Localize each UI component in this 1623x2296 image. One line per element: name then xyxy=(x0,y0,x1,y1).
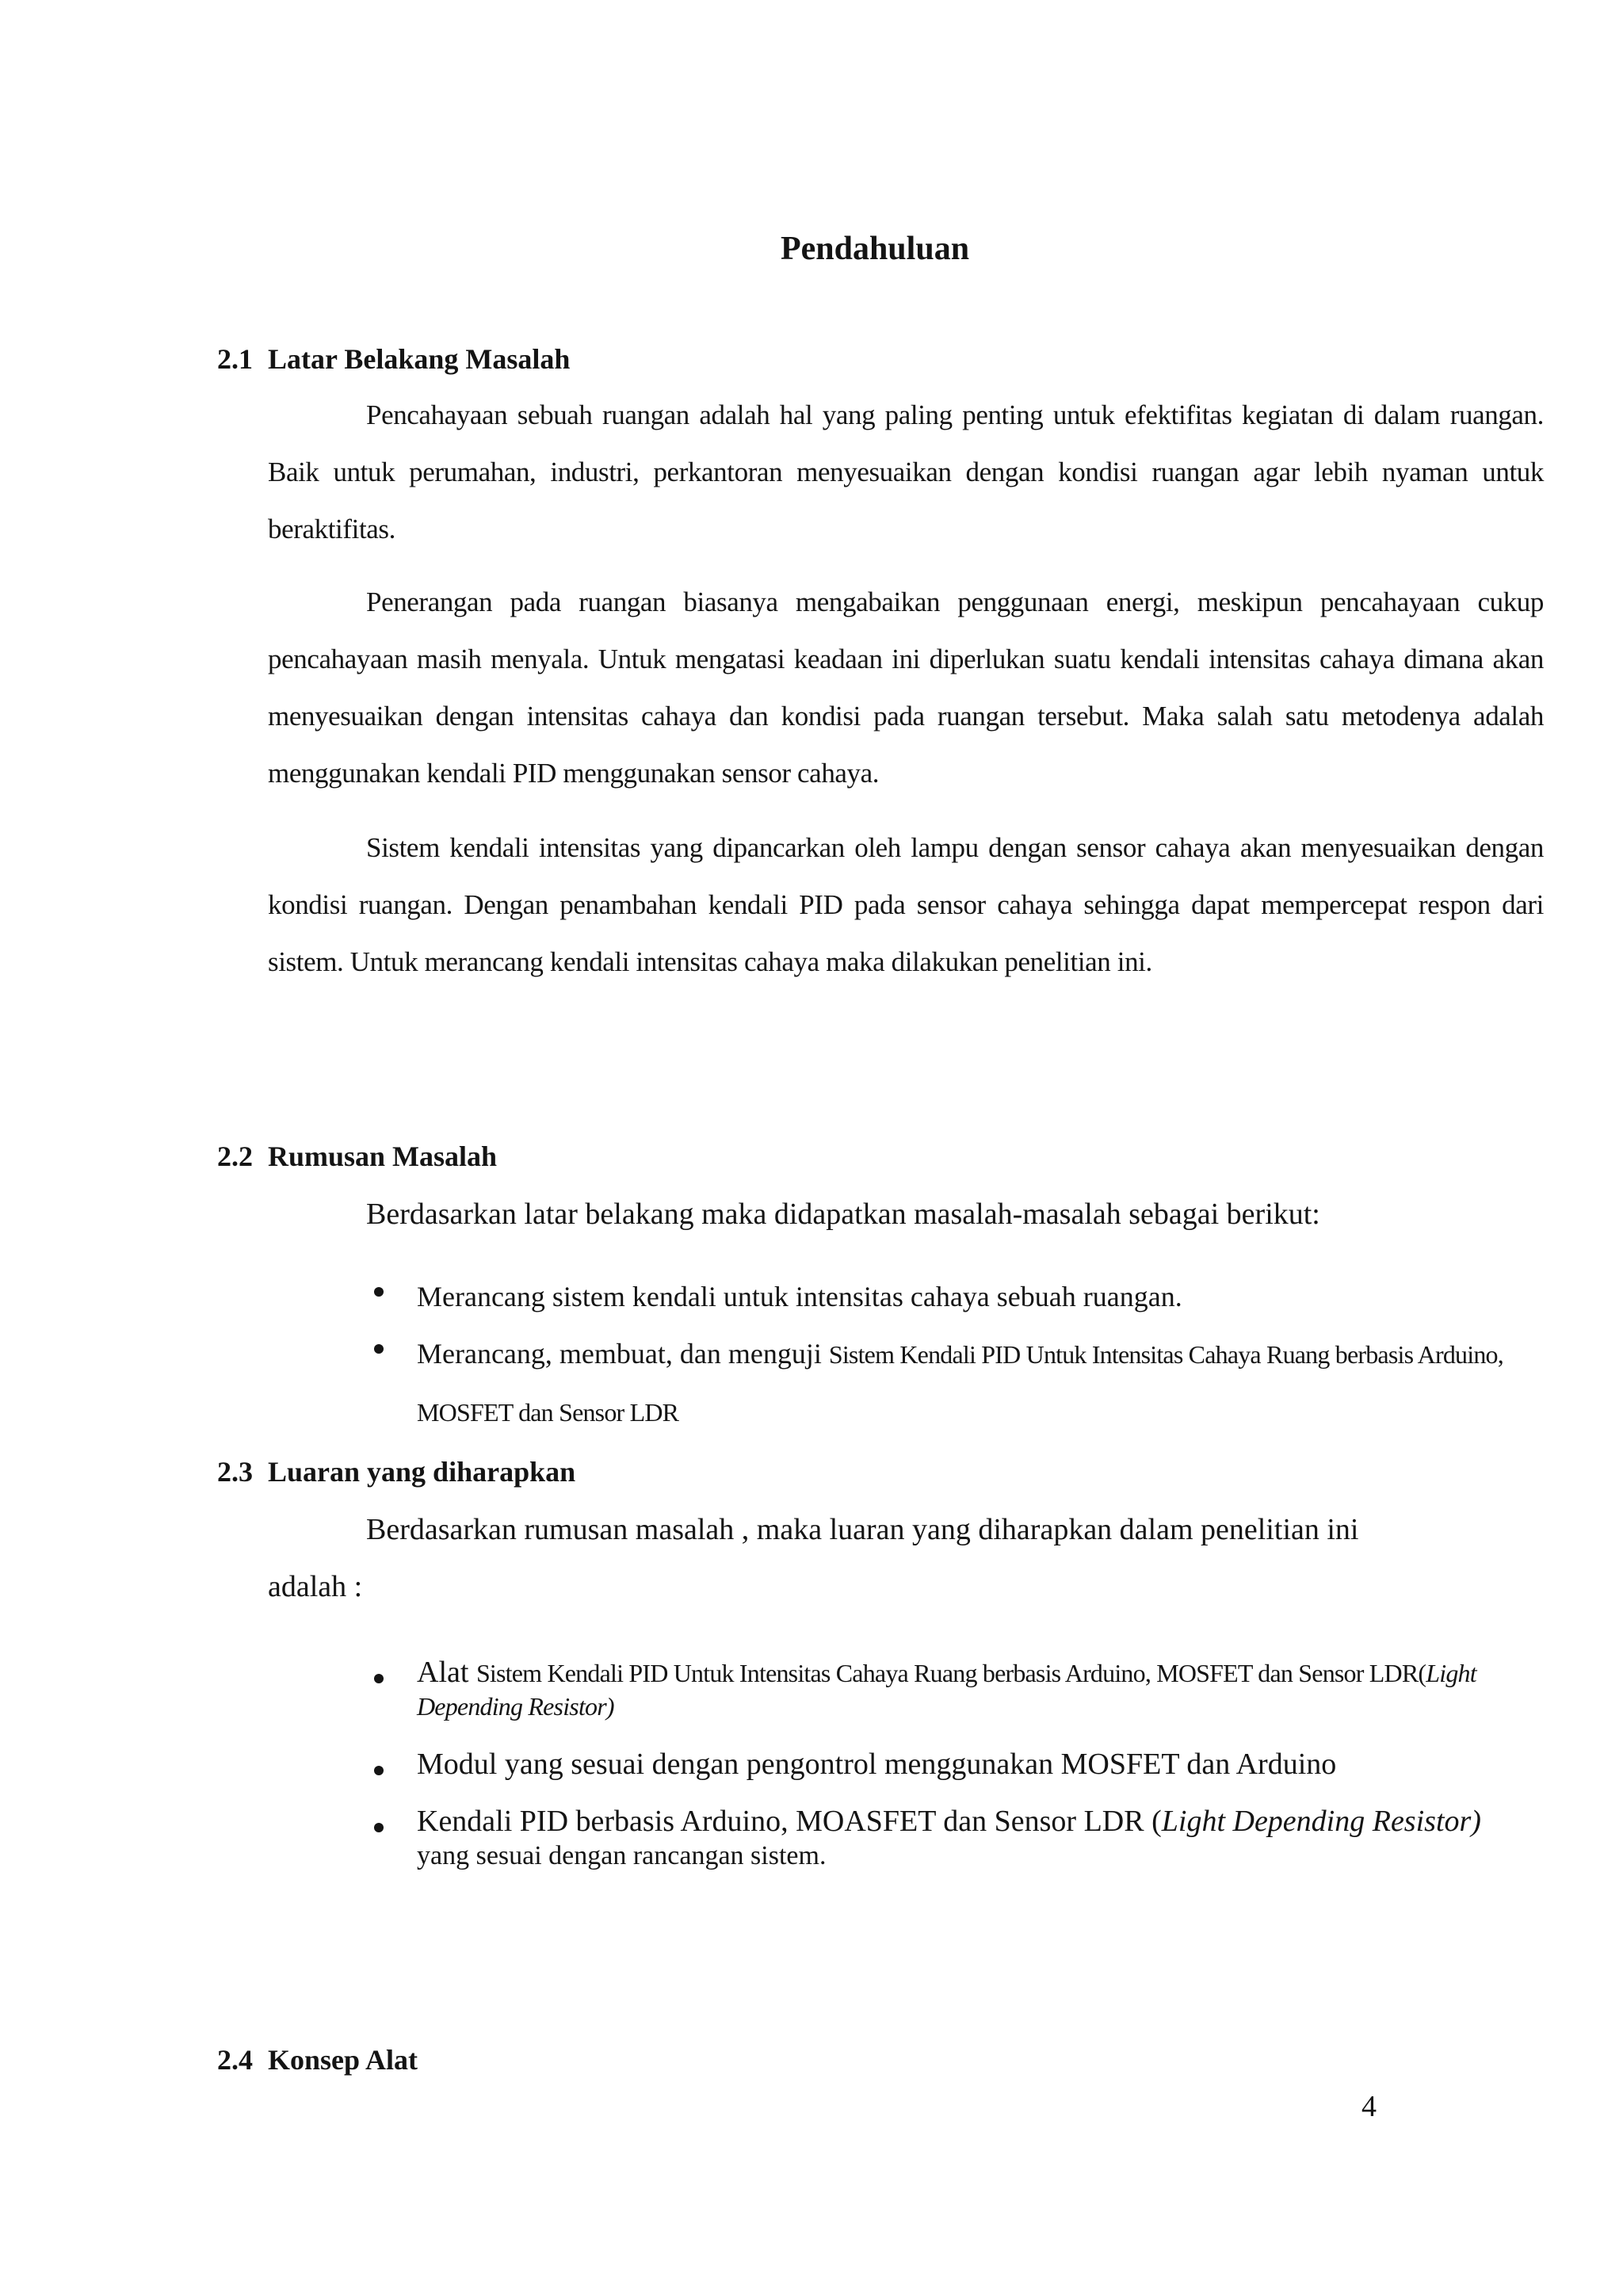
list-item-italic: Light Depending Resistor) xyxy=(1161,1805,1481,1838)
list-item-text: yang sesuai dengan rancangan sistem. xyxy=(417,1840,827,1870)
paragraph: Pencahayaan sebuah ruangan adalah hal yang paling penting untuk efektifitas kegiatan di dalam ruangan. Baik untuk perumahan, industri, perkantoran menyesuaikan dengan kondisi ruangan agar lebih nyaman untuk beraktifitas. xyxy=(268,399,1544,544)
output-list xyxy=(366,1655,1547,1721)
section-heading-2-3 xyxy=(217,1455,575,1488)
section-heading-2-2 xyxy=(217,1140,497,1173)
section-number: 2.1 xyxy=(217,343,253,375)
paragraph: Sistem kendali intensitas yang dipancarkan oleh lampu dengan sensor cahaya akan menyesuaikan dengan kondisi ruangan. Dengan penambahan kendali PID pada sensor cahaya sehingga dapat mempercepat respon dari sistem. Untuk merancang kendali intensitas cahaya maka dilakukan penelitian ini. xyxy=(268,832,1544,977)
list-item-text: Modul yang sesuai dengan pengontrol menggunakan MOSFET dan Arduino xyxy=(417,1748,1337,1781)
section-intro-line: adalah : xyxy=(268,1570,363,1603)
section-title: Konsep Alat xyxy=(268,2044,418,2076)
list-item-text: Merancang sistem kendali untuk intensitas cahaya sebuah ruangan. xyxy=(417,1281,1182,1312)
section-title: Rumusan Masalah xyxy=(268,1140,498,1172)
list-item xyxy=(366,1747,1547,1783)
list-item-text: Sistem Kendali PID Untuk Intensitas Cahaya Ruang berbasis Arduino, MOSFET dan Sensor LDR xyxy=(417,1340,1503,1427)
section-title: Latar Belakang Masalah xyxy=(268,343,571,375)
section-number: 2.2 xyxy=(217,1140,253,1172)
page-title: Pendahuluan xyxy=(780,231,970,267)
section-number: 2.4 xyxy=(217,2044,253,2076)
list-item-text: Sistem Kendali PID Untuk Intensitas Cahaya Ruang berbasis Arduino, MOSFET dan Sensor LDR( xyxy=(475,1659,1426,1687)
paragraph: Penerangan pada ruangan biasanya mengabaikan penggunaan energi, meskipun pencahayaan cukup pencahayaan masih menyala. Untuk mengatasi keadaan ini diperlukan suatu kendali intensitas cahaya dimana akan menyesuaikan dengan intensitas cahaya dan kondisi pada ruangan tersebut. Maka salah satu metodenya adalah menggunakan kendali PID menggunakan sensor cahaya. xyxy=(268,586,1544,789)
list-item-lead: Merancang, membuat, dan menguji xyxy=(417,1338,829,1370)
section-intro: Berdasarkan latar belakang maka didapatkan masalah-masalah sebagai berikut: xyxy=(366,1198,1320,1231)
list-item xyxy=(366,1268,1555,1325)
section-intro-line: Berdasarkan rumusan masalah , maka luaran yang diharapkan dalam penelitian ini xyxy=(366,1513,1359,1546)
list-item-lead: Kendali PID berbasis Arduino, MOASFET dan Sensor LDR ( xyxy=(417,1805,1162,1838)
output-list xyxy=(366,1804,1491,1872)
output-list xyxy=(366,1747,1547,1783)
list-item-italic: Light Depending Resistor) xyxy=(417,1659,1476,1721)
list-item-lead: Alat xyxy=(417,1656,476,1689)
section-heading-2-4 xyxy=(217,2043,418,2076)
list-item xyxy=(366,1804,1491,1872)
section-title: Luaran yang diharapkan xyxy=(268,1456,576,1488)
page-number: 4 xyxy=(1361,2090,1377,2123)
section-heading-2-1 xyxy=(217,342,570,376)
list-item xyxy=(366,1655,1547,1721)
problem-list xyxy=(366,1268,1555,1441)
list-item xyxy=(366,1325,1555,1441)
section-number: 2.3 xyxy=(217,1456,253,1488)
